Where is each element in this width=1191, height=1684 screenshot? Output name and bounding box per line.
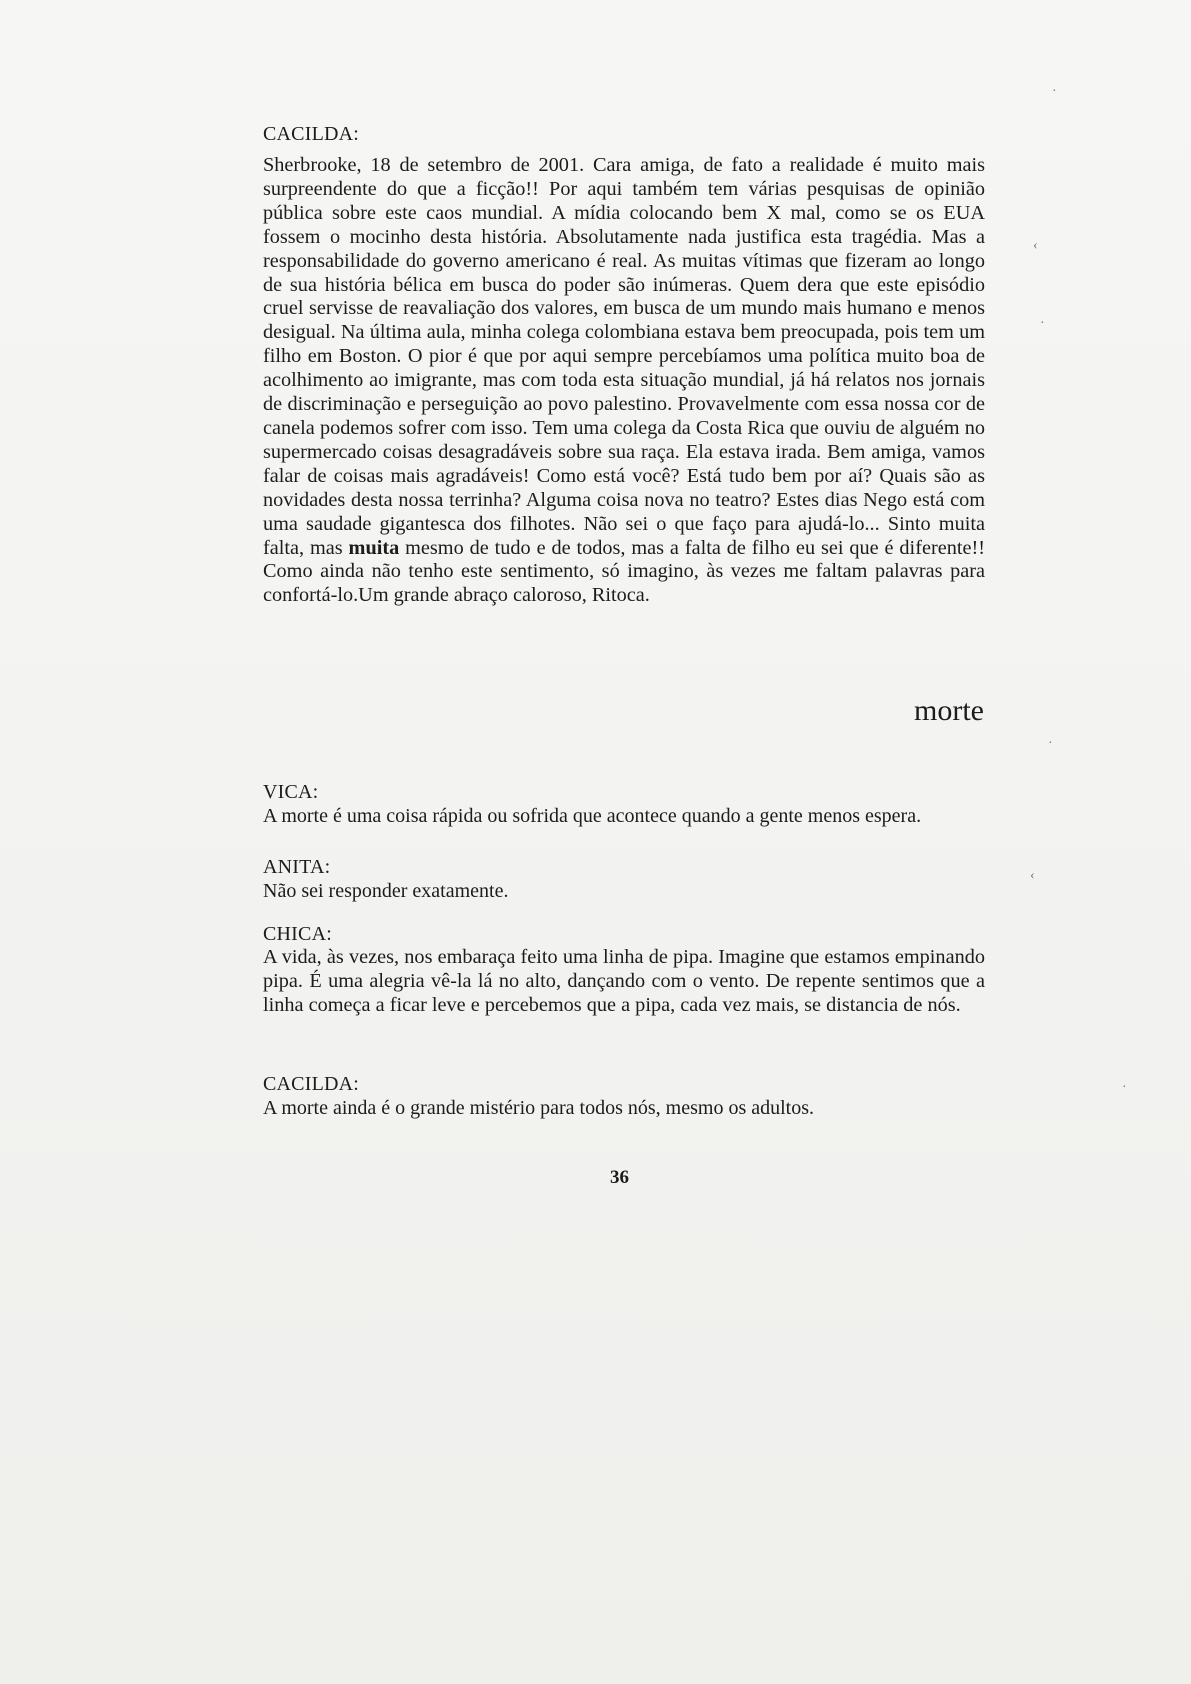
scan-speck: · xyxy=(1052,84,1057,99)
answer-block xyxy=(263,922,985,1018)
section-heading: morte xyxy=(914,694,984,727)
letter-text-end: mesmo de tudo e de todos, mas a falta de filho eu sei que é diferente!! Como ainda não tenho este sentimento, só imagino, às vezes me faltam palavras para confortá-lo.Um grande abraço caloroso, Ritoca. xyxy=(263,536,985,607)
scan-speck: · xyxy=(1048,736,1053,751)
answer-text: A vida, às vezes, nos embaraça feito uma linha de pipa. Imagine que estamos empinando pipa. É uma alegria vê-la lá no alto, dançando com o vento. De repente sentimos que a linha começa a ficar leve e percebemos que a pipa, cada vez mais, se distancia de nós. xyxy=(263,946,985,1016)
scan-speck: ‹ xyxy=(1033,238,1038,253)
answer-text: A morte ainda é o grande mistério para todos nós, mesmo os adultos. xyxy=(263,1097,815,1119)
answer-block xyxy=(263,780,985,828)
answer-block xyxy=(263,855,985,903)
letter-paragraph xyxy=(263,154,985,608)
speaker-label: CACILDA: xyxy=(263,1073,360,1095)
speaker-label: ANITA: xyxy=(263,856,331,878)
answer-text: A morte é uma coisa rápida ou sofrida que acontece quando a gente menos espera. xyxy=(263,805,922,827)
emphasis-word: muita xyxy=(348,536,400,559)
letter-text: Sherbrooke, 18 de setembro de 2001. Cara amiga, de fato a realidade é muito mais surpreendente do que a ficção!! Por aqui também tem várias pesquisas de opinião pública sobre este caos mundial. A mídia colocando bem X mal, como se os EUA fossem o mocinho desta história. Absolutamente nada justifica esta tragédia. Mas a responsabilidade do governo americano é real. As muitas vítimas que fizeram ao longo de sua história bélica em busca do poder são inúmeras. Quem dera que este episódio cruel servisse de reavaliação dos valores, em busca de um mundo mais humano e menos desigual. Na última aula, minha colega colombiana estava bem preocupada, pois tem um filho em Boston. O pior é que por aqui sempre percebíamos uma política muito boa de acolhimento ao imigrante, mas com toda esta situação mundial, já há relatos nos jornais de discriminação e perseguição ao povo palestino. Provavelmente com essa nossa cor de canela podemos sofrer com isso. Tem uma colega da Costa Rica que ouviu de alguém no supermercado coisas desagradáveis sobre sua raça. Ela estava irada. Bem amiga, vamos falar de coisas mais agradáveis! Como está você? Está tudo bem por aí? Quais são as novidades desta nossa terrinha? Alguma coisa nova no teatro? Estes dias Nego está com uma saudade gigantesca dos filhotes. Não sei o que faço para ajudá-lo... Sinto muita falta, mas xyxy=(263,154,985,559)
scan-speck: · xyxy=(1040,316,1045,331)
letter-block xyxy=(263,122,985,608)
speaker-label: VICA: xyxy=(263,781,319,803)
speaker-label: CHICA: xyxy=(263,923,332,945)
speaker-label: CACILDA: xyxy=(263,123,360,145)
scan-speck: ‹ xyxy=(1030,868,1035,883)
answer-text: Não sei responder exatamente. xyxy=(263,880,509,902)
answer-block xyxy=(263,1072,985,1120)
scan-speck: · xyxy=(1122,1080,1127,1095)
page-number: 36 xyxy=(610,1167,629,1188)
